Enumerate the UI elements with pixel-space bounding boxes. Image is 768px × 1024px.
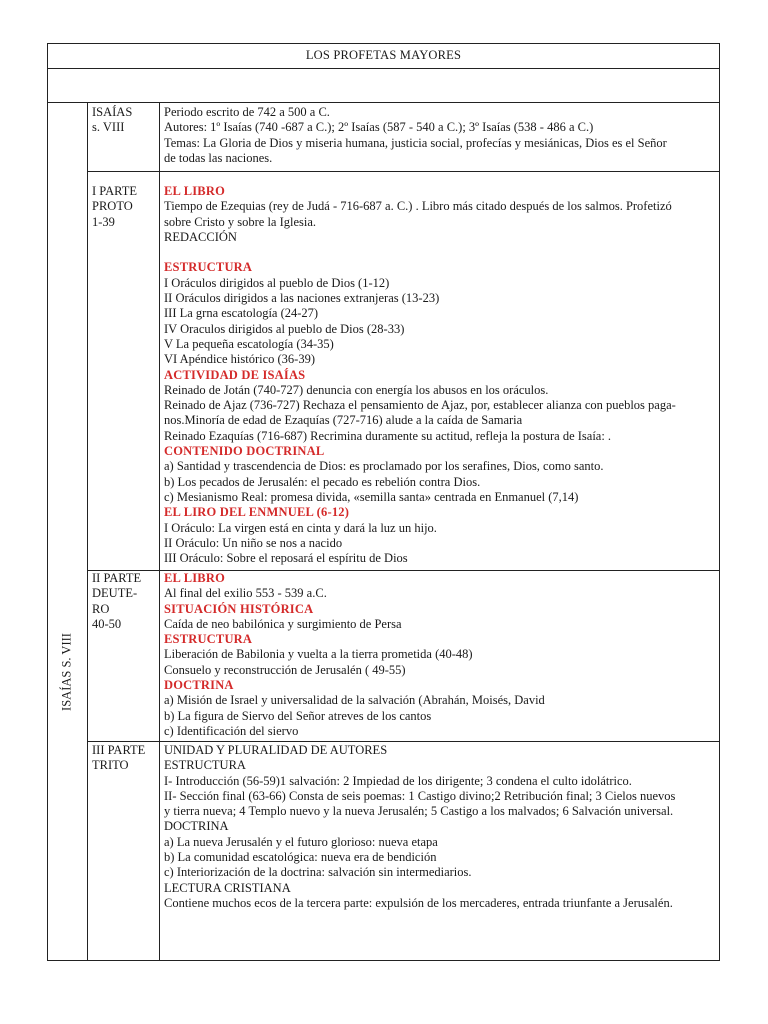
divider	[159, 102, 160, 961]
row-label-line: 40-50	[92, 616, 122, 631]
text-line: nos.Minoría de edad de Ezaquías (727-716) alude a la caída de Samaria	[164, 413, 523, 428]
text-line: Al final del exilio 553 - 539 a.C.	[164, 586, 327, 601]
text-line: c) Identificación del siervo	[164, 723, 299, 738]
row-content	[164, 184, 720, 566]
row-label-line: II PARTE	[92, 571, 142, 585]
text-line: b) La comunidad escatológica: nueva era de bendición	[164, 850, 437, 865]
text-line: Tiempo de Ezequias (rey de Judá - 716-687 a. C.) . Libro más citado después de los salmos. Profetizó	[164, 199, 672, 214]
text-line: a) Santidad y trascendencia de Dios: es proclamado por los serafines, Dios, como santo.	[164, 459, 604, 474]
text-line: I Oráculos dirigidos al pueblo de Dios (1-12)	[164, 275, 390, 290]
text-line: III La grna escatología (24-27)	[164, 306, 319, 321]
text-line: a) Misión de Israel y universalidad de la salvación (Abrahán, Moisés, David	[164, 693, 545, 708]
divider	[47, 102, 720, 103]
page-title: LOS PROFETAS MAYORES	[305, 48, 462, 62]
row-label-line: PROTO	[92, 199, 133, 214]
section-heading: ESTRUCTURA	[164, 260, 253, 275]
text-line: b) Los pecados de Jerusalén: el pecado es rebelión contra Dios.	[164, 474, 481, 489]
section-heading: ESTRUCTURA	[164, 632, 253, 647]
text-line	[164, 245, 720, 260]
section-heading: CONTENIDO DOCTRINAL	[164, 444, 325, 459]
text-line: y tierra nueva; 4 Templo nuevo y la nueva Jerusalén; 5 Castigo a los malvados; 6 Salvación universal.	[164, 804, 674, 819]
section-heading: EL LIRO DEL ENMNUEL (6-12)	[164, 505, 350, 520]
text-line: ESTRUCTURA	[164, 758, 246, 773]
text-line: Temas: La Gloria de Dios y miseria humana, justicia social, profecías y mesiánicas, Dios es el Señor	[164, 135, 667, 150]
text-line: II Oráculos dirigidos a las naciones extranjeras (13-23)	[164, 291, 440, 306]
text-line: LECTURA CRISTIANA	[164, 880, 291, 895]
text-line: Liberación de Babilonia y vuelta a la tierra prometida (40-48)	[164, 647, 473, 662]
text-line: Reinado de Jotán (740-727) denuncia con energía los abusos en los oráculos.	[164, 382, 549, 397]
row-content	[164, 105, 720, 166]
divider	[87, 171, 720, 172]
row-label	[92, 184, 156, 230]
row-label	[92, 105, 156, 136]
side-column	[47, 102, 87, 961]
text-line: UNIDAD Y PLURALIDAD DE AUTORES	[164, 743, 388, 757]
text-line: VI Apéndice histórico (36-39)	[164, 352, 316, 367]
section-heading: EL LIBRO	[164, 184, 225, 198]
text-line: III Oráculo: Sobre el reposará el espíritu de Dios	[164, 551, 408, 566]
row-label-line: RO	[92, 601, 110, 616]
text-line: Caída de neo babilónica y surgimiento de Persa	[164, 616, 402, 631]
row-label-line: s. VIII	[92, 120, 125, 135]
section-heading: ACTIVIDAD DE ISAÍAS	[164, 367, 306, 382]
text-line: a) La nueva Jerusalén y el futuro glorioso: nueva etapa	[164, 834, 438, 849]
row-label-line: ISAÍAS	[92, 105, 133, 119]
text-line: V La pequeña escatología (34-35)	[164, 336, 334, 351]
text-line: Reinado Ezaquías (716-687) Recrimina duramente su actitud, refleja la postura de Isaía: .	[164, 428, 612, 443]
row-content	[164, 743, 720, 911]
text-line: Reinado de Ajaz (736-727) Rechaza el pensamiento de Ajaz, por, establecer alianza con pueblos paga-	[164, 398, 676, 413]
row-label-line: 1-39	[92, 214, 115, 229]
text-line: II Oráculo: Un niño se nos a nacido	[164, 535, 343, 550]
text-line: sobre Cristo y sobre la Iglesia.	[164, 214, 317, 229]
text-line: de todas las naciones.	[164, 150, 273, 165]
text-line: Consuelo y reconstrucción de Jerusalén ( 49-55)	[164, 662, 406, 677]
text-line: I- Introducción (56-59)1 salvación: 2 Impiedad de los dirigente; 3 condena el culto idolátrico.	[164, 773, 632, 788]
text-line: IV Oraculos dirigidos al pueblo de Dios (28-33)	[164, 321, 405, 336]
text-line: Autores: 1º Isaías (740 -687 a C.); 2º Isaías (587 - 540 a C.); 3º Isaías (538 - 486 a C.)	[164, 120, 594, 135]
section-heading: EL LIBRO	[164, 571, 225, 585]
text-line: REDACCIÓN	[164, 229, 237, 244]
text-line: Periodo escrito de 742 a 500 a C.	[164, 105, 330, 119]
section-heading: DOCTRINA	[164, 678, 234, 693]
text-line: b) La figura de Siervo del Señor atreves de los cantos	[164, 708, 432, 723]
text-line: DOCTRINA	[164, 819, 229, 834]
divider	[87, 741, 720, 742]
text-line: Contiene muchos ecos de la tercera parte: expulsión de los mercaderes, entrada triunfante a Jerusalén.	[164, 895, 673, 910]
row-label-line: TRITO	[92, 758, 129, 773]
row-label	[92, 571, 156, 632]
row-label-line: III PARTE	[92, 743, 146, 757]
text-line: I Oráculo: La virgen está en cinta y dará la luz un hijo.	[164, 520, 437, 535]
text-line: c) Interiorización de la doctrina: salvación sin intermediarios.	[164, 865, 472, 880]
row-label-line: I PARTE	[92, 184, 137, 198]
divider	[87, 102, 88, 961]
row-label-line: DEUTE-	[92, 586, 138, 601]
text-line: II- Sección final (63-66) Consta de seis poemas: 1 Castigo divino;2 Retribución final; 3 Cielos nuevos	[164, 788, 676, 803]
row-content	[164, 571, 720, 739]
side-label: ISAÍAS S. VIII	[59, 633, 74, 711]
row-label	[92, 743, 156, 774]
text-line: c) Mesianismo Real: promesa divida, «semilla santa» centrada en Enmanuel (7,14)	[164, 489, 579, 504]
divider	[47, 68, 720, 69]
section-heading: SITUACIÓN HISTÓRICA	[164, 601, 314, 616]
